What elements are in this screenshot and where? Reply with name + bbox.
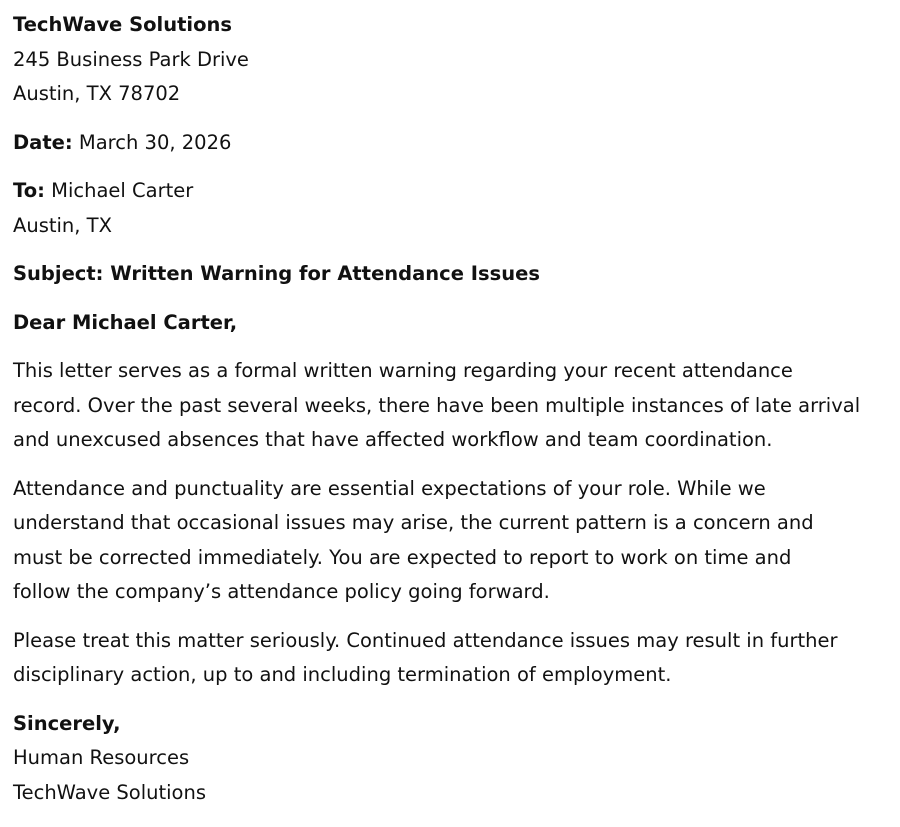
closing-block: [13, 707, 888, 811]
date-value: March 30, 2026: [78, 130, 232, 154]
subject-block: [13, 257, 888, 292]
paragraph-line: record. Over the past several weeks, there have been multiple instances of late arrival: [13, 393, 861, 417]
body-paragraph-1: [13, 354, 888, 458]
signer-company: TechWave Solutions: [13, 780, 206, 804]
paragraph-line: follow the company’s attendance policy going forward.: [13, 580, 550, 603]
signer-department: Human Resources: [13, 746, 190, 769]
sender-address-line1: 245 Business Park Drive: [13, 47, 249, 71]
body-paragraph-2: [13, 472, 888, 610]
date-line: [13, 126, 888, 161]
paragraph-line: Attendance and punctuality are essential expectations of your role. While we: [13, 476, 766, 500]
salutation-block: [13, 306, 888, 341]
recipient-name: Michael Carter: [51, 179, 194, 202]
recipient-block: [13, 174, 888, 243]
paragraph-line: understand that occasional issues may arise, the current pattern is a concern and: [13, 511, 814, 534]
sender-block: [13, 8, 888, 112]
recipient-line: [13, 174, 888, 209]
salutation: Dear Michael Carter,: [13, 310, 238, 334]
body-paragraph-3: [13, 624, 888, 693]
valediction: Sincerely,: [13, 711, 121, 735]
paragraph-line: disciplinary action, up to and including termination of employment.: [13, 663, 672, 686]
paragraph-line: and unexcused absences that have affected workflow and team coordination.: [13, 428, 773, 451]
recipient-location: Austin, TX: [13, 213, 112, 237]
recipient-label: To:: [13, 179, 45, 202]
sender-address-line2: Austin, TX 78702: [13, 82, 181, 105]
date-label: Date:: [13, 130, 73, 154]
paragraph-line: Please treat this matter seriously. Continued attendance issues may result in further: [13, 628, 838, 652]
paragraph-line: must be corrected immediately. You are expected to report to work on time and: [13, 545, 792, 569]
paragraph-line: This letter serves as a formal written warning regarding your recent attendance: [13, 359, 793, 382]
subject-line: Subject: Written Warning for Attendance Issues: [13, 262, 540, 285]
sender-company: TechWave Solutions: [13, 13, 232, 36]
date-block: [13, 126, 888, 161]
